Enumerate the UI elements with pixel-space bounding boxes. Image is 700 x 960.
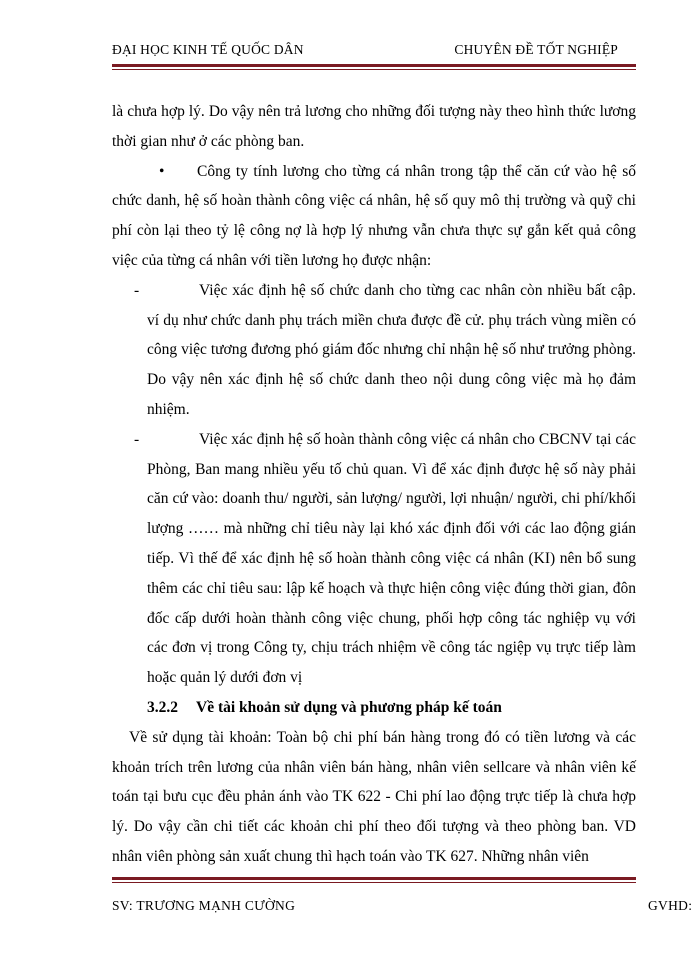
footer-advisor: GVHD: (648, 898, 693, 913)
footer-student: SV: TRƯƠNG MẠNH CƯỜNG (112, 898, 296, 913)
header-university: ĐẠI HỌC KINH TẾ QUỐC DÂN (112, 42, 304, 57)
dash-paragraph-title-coefficient (112, 276, 636, 425)
dash-icon: - (134, 281, 140, 299)
header-thesis-title: CHUYÊN ĐỀ TỐT NGHIỆP (454, 42, 618, 57)
header-rule-thick (112, 64, 636, 67)
dash-paragraph-completion-coefficient (112, 425, 636, 693)
section-heading (112, 693, 636, 723)
paragraph-accounts: Về sử dụng tài khoản: Toàn bộ chi phí bán hàng trong đó có tiền lương và các khoản trích trên lương của nhân viên bán hàng, nhân viên sellcare và nhân viên kế toán tại bưu cục đều phản ánh vào TK 622 - Chi phí lao động trực tiếp là chưa hợp lý. Do vậy cần chi tiết các khoản chi phí theo đối tượng và theo phòng ban. VD nhân viên phòng sản xuất chung thì hạch toán vào TK 627. Những nhân viên (112, 728, 636, 865)
bullet-paragraph (112, 157, 636, 276)
bullet-paragraph-text: Công ty tính lương cho từng cá nhân trong tập thể căn cứ vào hệ số chức danh, hệ số hoàn thành công việc cá nhân, hệ số quy mô thị trường và quỹ chi phí còn lại theo tỷ lệ công nợ là hợp lý nhưng vẫn chưa thực sự gắn kết quả công việc của từng cá nhân với tiền lương họ được nhận: (112, 162, 636, 269)
dash-paragraph-text: Việc xác định hệ số hoàn thành công việc cá nhân cho CBCNV tại các Phòng, Ban mang nhiều yếu tố chủ quan. Vì để xác định được hệ số này phải căn cứ vào: doanh thu/ người, sản lượng/ người, lợi nhuận/ người, chi phí/khối lượng …… mà những chỉ tiêu này lại khó xác định đối với các lao động gián tiếp. Vì thế để xác định hệ số hoàn thành công việc cá nhân (KI) nên bổ sung thêm các chỉ tiêu sau: lập kế hoạch và thực hiện công việc đúng thời gian, đôn đốc cấp dưới hoàn thành công việc chung, phối hợp công tác nghiệp vụ với các đơn vị trong Công ty, chịu trách nhiệm về công tác ngiệp vụ trực tiếp làm hoặc quản lý dưới đơn vị (147, 430, 636, 687)
header-rule-thin (112, 69, 636, 70)
dash-paragraph-text: Việc xác định hệ số chức danh cho từng cac nhân còn nhiều bất cập. ví dụ như chức danh phụ trách miền chưa được đề cử. phụ trách vùng miền có công việc tương đương phó giám đốc nhưng chỉ nhận hệ số như trưởng phòng. Do vậy nên xác định hệ số chức danh theo nội dung công việc mà họ đảm nhiệm. (147, 281, 636, 418)
page-footer (112, 898, 700, 918)
footer-rule-thin (112, 882, 636, 883)
section-title: Về tài khoản sử dụng và phương pháp kế toán (196, 698, 502, 716)
dash-icon: - (134, 430, 140, 448)
page-header (112, 42, 618, 62)
footer-rule-thick (112, 877, 636, 880)
paragraph-continuation: là chưa hợp lý. Do vậy nên trả lương cho những đối tượng này theo hình thức lương thời gian như ở các phòng ban. (112, 103, 636, 150)
section-number: 3.2.2 (147, 698, 178, 716)
document-body (112, 97, 636, 872)
bullet-icon: • (159, 162, 165, 180)
